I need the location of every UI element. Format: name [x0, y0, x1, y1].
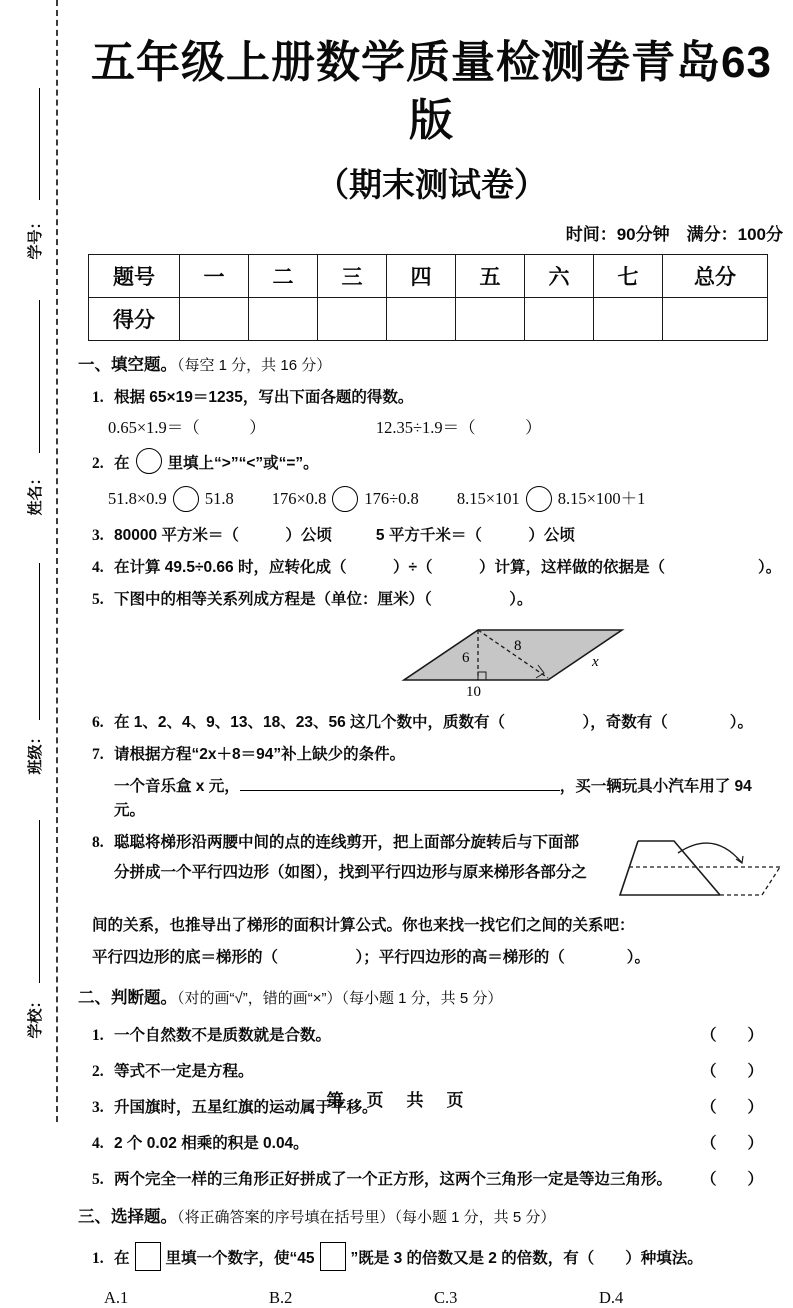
trapezoid-diagram	[612, 833, 785, 905]
name-blank-line	[39, 300, 40, 453]
compare-item	[272, 486, 419, 512]
question-number: 6.	[92, 714, 104, 731]
page-title: 五年级上册数学质量检测卷青岛63版	[91, 38, 772, 145]
question-number: 5.	[92, 591, 104, 608]
compare-circle-blank	[173, 486, 199, 512]
question-number: 1.	[92, 1250, 104, 1267]
score-cell	[525, 298, 594, 341]
option-b: B.2	[269, 1288, 293, 1307]
judge-item	[78, 1025, 785, 1047]
fill-in-blank-line	[240, 776, 560, 791]
answer-bracket: （ ）	[700, 1135, 763, 1152]
score-table-score-row	[89, 298, 768, 341]
section-choice-title: 三、选择题。	[78, 1208, 177, 1226]
digit-box-blank	[135, 1242, 161, 1271]
score-header-6: 六	[525, 255, 594, 298]
judge-item	[78, 1133, 785, 1155]
choice-q1	[78, 1242, 785, 1274]
compare-left: 8.15×101	[456, 489, 520, 508]
fill-q5	[78, 588, 785, 612]
parallelogram-figure	[396, 618, 785, 703]
compare-circle-blank	[332, 486, 358, 512]
question-number: 3.	[92, 527, 104, 544]
student-number-label: 学号：	[27, 214, 44, 260]
expression-b: 12.35÷1.9＝（ ）	[375, 418, 542, 437]
school-label: 学校：	[27, 993, 44, 1039]
compare-item	[108, 486, 234, 512]
question-number: 2.	[92, 455, 104, 472]
fill-q1	[78, 386, 785, 410]
option-a: A.1	[104, 1288, 129, 1307]
question-number: 2.	[92, 1063, 104, 1080]
score-cell	[180, 298, 249, 341]
question-text: 里填一个数字，使“45	[165, 1250, 315, 1267]
fill-q8-line1	[78, 831, 612, 855]
question-text: 下图中的相等关系列成方程是（单位：厘米）（ ）。	[114, 591, 533, 608]
question-text: 里填上“>”“<”或“=”。	[167, 455, 319, 472]
fill-q8-line2	[78, 861, 612, 885]
fill-q8-line4	[78, 946, 785, 970]
score-cell	[456, 298, 525, 341]
dim-label-base: 10	[466, 684, 481, 700]
score-header-3: 三	[318, 255, 387, 298]
question-number: 4.	[92, 1135, 104, 1152]
section-judge-header	[78, 986, 785, 1011]
section-choice-note: （将正确答案的序号填在括号里）（每小题 1 分，共 5 分）	[177, 1209, 556, 1226]
question-text: 根据 65×19＝1235，写出下面各题的得数。	[114, 389, 414, 406]
fill-q1-expressions	[78, 416, 785, 440]
judge-item	[78, 1169, 785, 1191]
statement-text: 升国旗时，五星红旗的运动属于平移。	[114, 1099, 378, 1116]
question-text: 请根据方程“2x＋8＝94”补上缺少的条件。	[114, 746, 406, 763]
question-text: 在计算 49.5÷0.66 时，应转化成（ ）÷（ ）计算，这样做的依据是（ ）。	[114, 559, 782, 576]
score-table	[88, 254, 768, 341]
score-table-header-row	[89, 255, 768, 298]
question-text: ”既是 3 的倍数又是 2 的倍数，有（ ）种填法。	[350, 1250, 703, 1267]
question-number: 1.	[92, 1027, 104, 1044]
section-judge-title: 二、判断题。	[78, 989, 177, 1007]
question-number: 8.	[92, 834, 104, 851]
question-number: 5.	[92, 1171, 104, 1188]
page-footer: 第 页 共 页	[326, 1091, 467, 1110]
trapezoid-figure	[612, 831, 785, 910]
question-number: 1.	[92, 389, 104, 406]
question-text: 在	[114, 1250, 130, 1267]
student-number-blank-line	[39, 88, 40, 200]
name-label: 姓名：	[27, 470, 44, 516]
seal-dashed-line	[56, 0, 58, 1122]
question-text: 80000 平方米＝（ ）公顷	[114, 527, 332, 544]
sentence-post: ，买一辆玩具小汽车用了 94 元。	[114, 778, 752, 819]
compare-right: 176÷0.8	[364, 489, 419, 508]
score-header-7: 七	[594, 255, 663, 298]
question-text: 平行四边形的底＝梯形的（ ）；平行四边形的高＝梯形的（ ）。	[92, 949, 651, 966]
option-c: C.3	[434, 1288, 458, 1307]
class-label: 班级：	[27, 729, 44, 775]
fill-q4	[78, 556, 785, 580]
section-choice-header	[78, 1205, 785, 1230]
question-text: 5 平方千米＝（ ）公顷	[375, 527, 575, 544]
question-number: 3.	[92, 1099, 104, 1116]
score-row-label: 得分	[89, 298, 180, 341]
option-d: D.4	[599, 1288, 624, 1307]
fill-q8-line3	[78, 914, 785, 938]
choice-q1-options	[78, 1288, 785, 1308]
question-text: 间的关系，也推导出了梯形的面积计算公式。你也来找一找它们之间的关系吧：	[92, 917, 635, 934]
statement-text: 一个自然数不是质数就是合数。	[114, 1027, 332, 1044]
compare-right: 8.15×100＋1	[557, 489, 646, 508]
compare-right: 51.8	[204, 489, 234, 508]
judge-item	[78, 1061, 785, 1083]
question-text: 在	[114, 455, 130, 472]
dim-label-side-x: x	[592, 654, 599, 670]
compare-left: 51.8×0.9	[108, 489, 167, 508]
section-fill-note: （每空 1 分，共 16 分）	[177, 357, 332, 374]
fill-q3	[78, 524, 785, 548]
page-subtitle: （期末测试卷）	[316, 166, 547, 203]
statement-text: 两个完全一样的三角形正好拼成了一个正方形，这两个三角形一定是等边三角形。	[114, 1171, 673, 1188]
fill-q6	[78, 711, 785, 735]
expression-a: 0.65×1.9＝（ ）	[108, 418, 266, 437]
class-blank-line	[39, 563, 40, 720]
statement-text: 等式不一定是方程。	[114, 1063, 254, 1080]
score-cell	[387, 298, 456, 341]
score-header-total: 总分	[663, 255, 768, 298]
parallelogram-diagram	[396, 618, 631, 698]
question-text: 聪聪将梯形沿两腰中间的点的连线剪开，把上面部分旋转后与下面部	[114, 834, 580, 851]
sentence-pre: 一个音乐盒 x 元，	[114, 778, 240, 795]
score-cell	[249, 298, 318, 341]
school-blank-line	[39, 820, 40, 983]
answer-bracket: （ ）	[700, 1099, 763, 1116]
time-score-meta: 时间：90分钟 满分：100分	[565, 225, 783, 244]
question-text: 在 1、2、4、9、13、18、23、56 这几个数中，质数有（ ），奇数有（ ）。	[114, 714, 754, 731]
question-number: 4.	[92, 559, 104, 576]
fill-q2-items	[78, 486, 785, 512]
score-header-4: 四	[387, 255, 456, 298]
answer-bracket: （ ）	[700, 1027, 763, 1044]
digit-box-blank	[320, 1242, 346, 1271]
compare-item	[457, 486, 646, 512]
fill-q2	[78, 448, 785, 476]
compare-left: 176×0.8	[271, 489, 327, 508]
question-number: 7.	[92, 746, 104, 763]
score-cell	[318, 298, 387, 341]
score-cell	[594, 298, 663, 341]
score-header-5: 五	[456, 255, 525, 298]
section-fill-header	[78, 353, 785, 378]
score-header-2: 二	[249, 255, 318, 298]
fill-q7	[78, 743, 785, 767]
compare-circle-blank	[136, 448, 162, 474]
dim-label-height: 6	[462, 650, 470, 666]
question-text: 分拼成一个平行四边形（如图），找到平行四边形与原来梯形各部分之	[114, 864, 587, 881]
score-cell	[663, 298, 768, 341]
answer-bracket: （ ）	[700, 1063, 763, 1080]
section-fill-title: 一、填空题。	[78, 356, 177, 374]
fill-q7-sentence	[78, 775, 785, 823]
section-judge-note: （对的画“√”，错的画“×”）（每小题 1 分，共 5 分）	[177, 990, 503, 1007]
score-header-1: 一	[180, 255, 249, 298]
fill-q8	[78, 831, 785, 910]
answer-bracket: （ ）	[700, 1171, 763, 1188]
dim-label-slant: 8	[514, 638, 522, 654]
statement-text: 2 个 0.02 相乘的积是 0.04。	[114, 1135, 309, 1152]
compare-circle-blank	[526, 486, 552, 512]
score-header-timu: 题号	[89, 255, 180, 298]
